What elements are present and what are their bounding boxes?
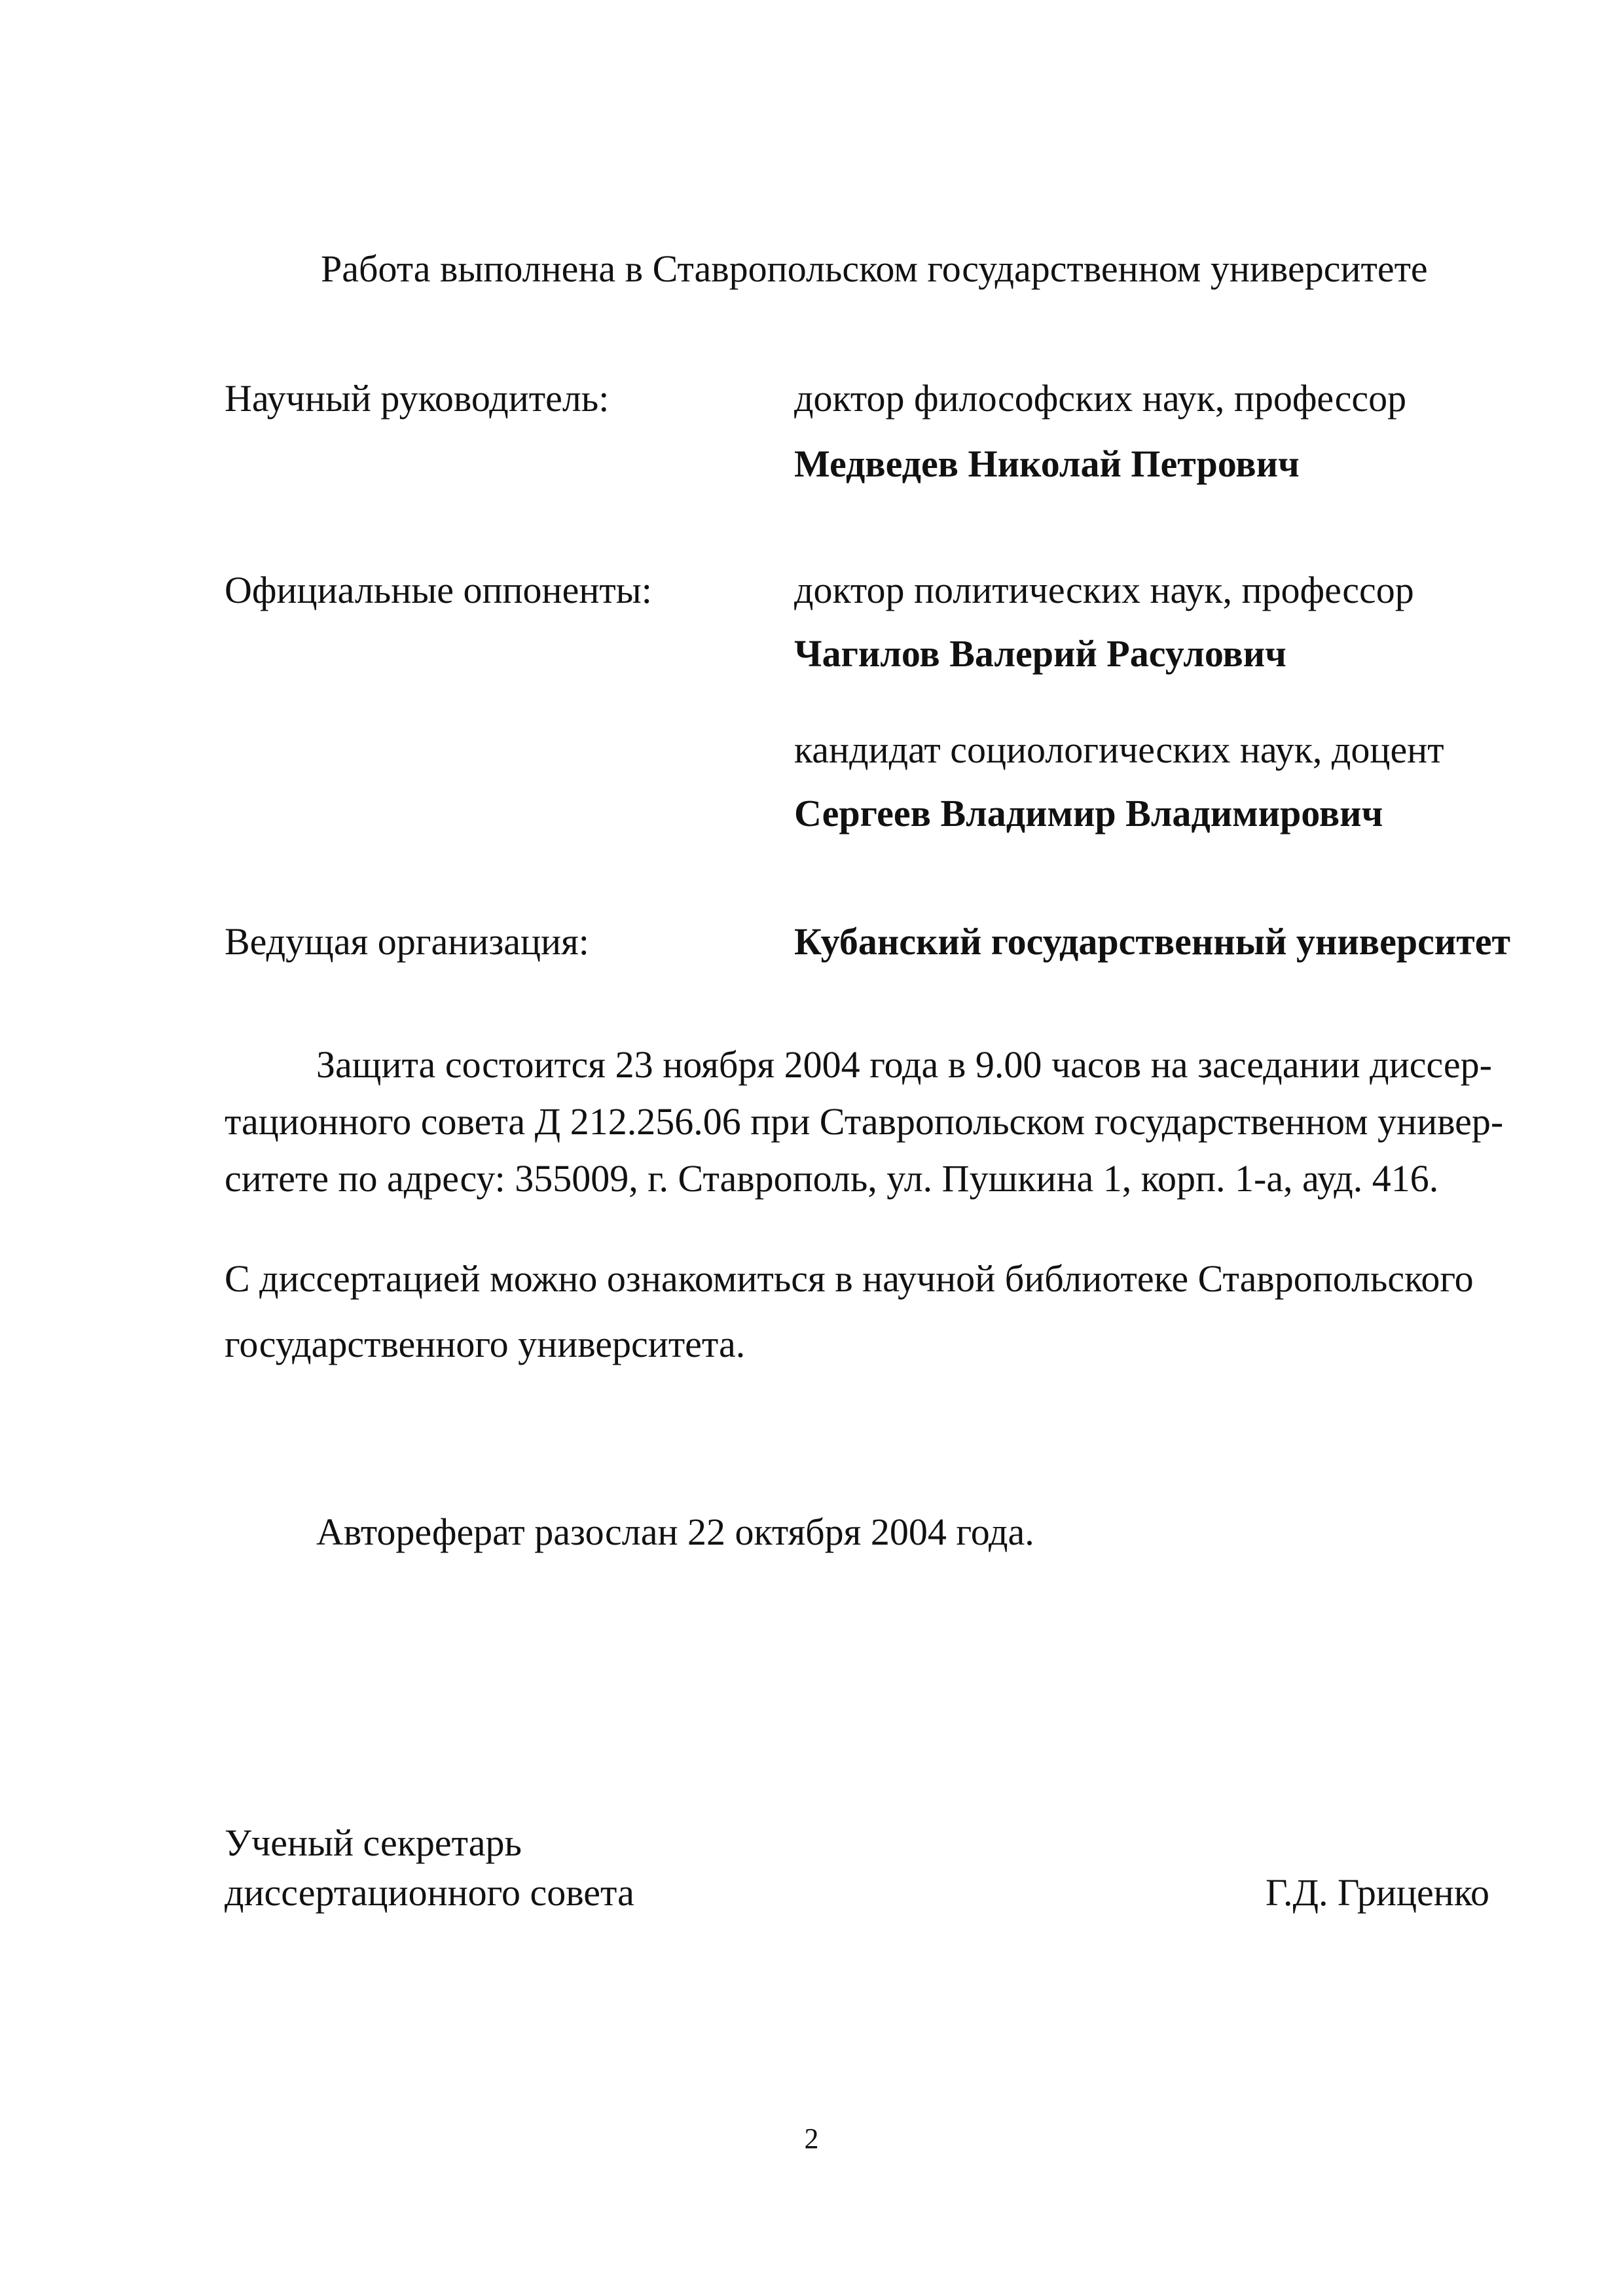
defense-paragraph <box>225 1043 1504 1217</box>
institution-line: Работа выполнена в Ставропольском государственном университете <box>321 247 1428 290</box>
mailing-date-line: Автореферат разослан 22 октября 2004 года. <box>316 1511 1034 1553</box>
page-number: 2 <box>804 2123 819 2155</box>
opponent-1-name: Чагилов Валерий Расулович <box>794 632 1286 675</box>
defense-line-2: тационного совета Д 212.256.06 при Ставропольском государственном универ- <box>225 1100 1504 1143</box>
supervisor-name: Медведев Николай Петрович <box>794 442 1300 485</box>
defense-line-3: ситете по адресу: 355009, г. Ставрополь, ул. Пушкина 1, корп. 1-а, ауд. 416. <box>225 1157 1439 1200</box>
secretary-name: Г.Д. Гриценко <box>1266 1871 1490 1914</box>
leading-org-label: Ведущая организация: <box>225 920 589 963</box>
library-line-1: С диссертацией можно ознакомиться в научной библиотеке Ставропольского <box>225 1257 1474 1300</box>
opponent-2-name: Сергеев Владимир Владимирович <box>794 792 1383 834</box>
library-line-2: государственного университета. <box>225 1323 746 1365</box>
secretary-title-line-2: диссертационного совета <box>225 1871 634 1914</box>
supervisor-degree: доктор философских наук, профессор <box>794 377 1407 420</box>
leading-org-name: Кубанский государственный университет <box>794 920 1510 963</box>
supervisor-label: Научный руководитель: <box>225 377 610 420</box>
opponent-2-degree: кандидат социологических наук, доцент <box>794 728 1444 771</box>
opponents-label: Официальные оппоненты: <box>225 569 652 611</box>
secretary-title-line-1: Ученый секретарь <box>225 1821 522 1864</box>
defense-line-1: Защита состоится 23 ноября 2004 года в 9.00 часов на заседании диссер- <box>316 1043 1492 1086</box>
opponent-1-degree: доктор политических наук, профессор <box>794 569 1414 611</box>
